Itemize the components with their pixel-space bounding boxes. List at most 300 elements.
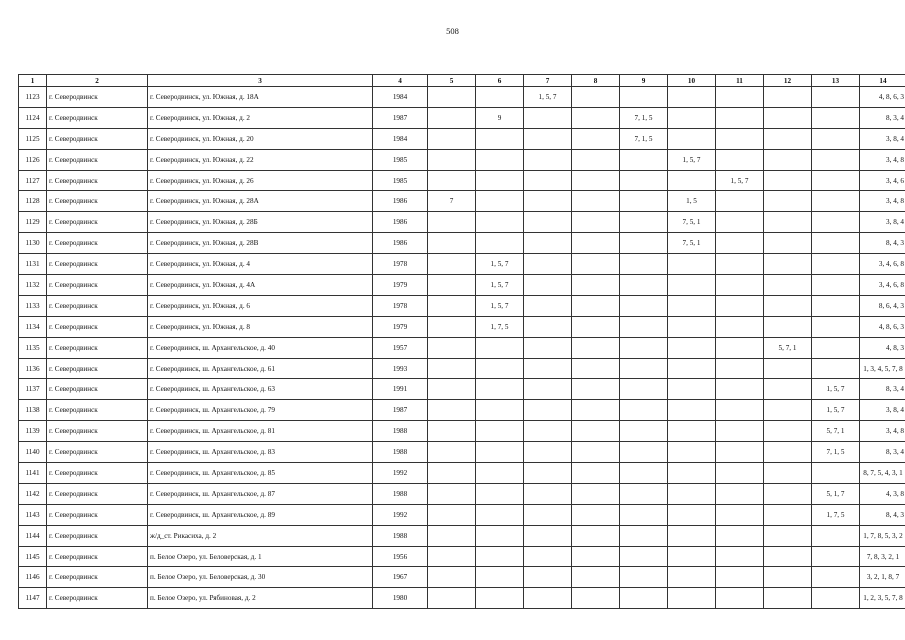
table-cell-col-14: 7, 8, 3, 2, 1 — [860, 546, 905, 567]
table-cell-col-7 — [524, 233, 572, 254]
table-cell-col-10 — [668, 504, 716, 525]
table-cell-col-12 — [764, 400, 812, 421]
table-cell-col-6 — [476, 379, 524, 400]
table-cell-col-3: г. Северодвинск, ул. Южная, д. 4А — [148, 275, 373, 296]
table-cell-col-8 — [572, 567, 620, 588]
table-cell-col-7 — [524, 463, 572, 484]
table-cell-col-9 — [620, 525, 668, 546]
table-cell-col-5 — [428, 442, 476, 463]
table-cell-col-10 — [668, 87, 716, 108]
table-cell-col-8 — [572, 254, 620, 275]
table-cell-col-5 — [428, 212, 476, 233]
table-cell-col-8 — [572, 379, 620, 400]
table-cell-col-11 — [716, 128, 764, 149]
table-cell-col-1: 1124 — [19, 107, 47, 128]
table-cell-col-7 — [524, 358, 572, 379]
table-cell-col-9 — [620, 483, 668, 504]
table-cell-col-6 — [476, 567, 524, 588]
table-cell-col-9 — [620, 421, 668, 442]
table-cell-col-9 — [620, 442, 668, 463]
table-cell-col-12 — [764, 463, 812, 484]
table-row — [19, 233, 905, 254]
table-cell-col-12 — [764, 295, 812, 316]
table-row — [19, 400, 905, 421]
table-cell-col-4: 1967 — [373, 567, 428, 588]
table-cell-col-1: 1137 — [19, 379, 47, 400]
table-cell-col-3: г. Северодвинск, ул. Южная, д. 2 — [148, 107, 373, 128]
table-cell-col-12 — [764, 170, 812, 191]
table-cell-col-4: 1992 — [373, 504, 428, 525]
table-cell-col-6: 1, 5, 7 — [476, 295, 524, 316]
table-cell-col-4: 1985 — [373, 149, 428, 170]
table-cell-col-7 — [524, 567, 572, 588]
table-cell-col-13: 5, 7, 1 — [812, 421, 860, 442]
table-cell-col-8 — [572, 87, 620, 108]
table-cell-col-11 — [716, 463, 764, 484]
table-cell-col-1: 1140 — [19, 442, 47, 463]
table-cell-col-14: 3, 4, 6, 8 — [860, 254, 905, 275]
table-body — [19, 87, 905, 609]
table-cell-col-10 — [668, 170, 716, 191]
column-header-4: 4 — [373, 75, 428, 87]
table-cell-col-1: 1126 — [19, 149, 47, 170]
table-cell-col-6 — [476, 191, 524, 212]
table-cell-col-1: 1125 — [19, 128, 47, 149]
table-cell-col-1: 1146 — [19, 567, 47, 588]
table-cell-col-4: 1979 — [373, 316, 428, 337]
table-cell-col-12 — [764, 525, 812, 546]
table-cell-col-5 — [428, 170, 476, 191]
table-cell-col-7 — [524, 316, 572, 337]
table-cell-col-5 — [428, 358, 476, 379]
column-header-13: 13 — [812, 75, 860, 87]
table-cell-col-8 — [572, 483, 620, 504]
table-cell-col-14: 8, 3, 4 — [860, 379, 905, 400]
table-cell-col-14: 8, 6, 4, 3 — [860, 295, 905, 316]
table-cell-col-9 — [620, 588, 668, 609]
table-cell-col-9 — [620, 149, 668, 170]
table-cell-col-2: г. Северодвинск — [47, 400, 148, 421]
table-cell-col-7 — [524, 107, 572, 128]
column-header-7: 7 — [524, 75, 572, 87]
table-row — [19, 567, 905, 588]
column-header-14: 14 — [860, 75, 905, 87]
table-cell-col-7 — [524, 191, 572, 212]
table-cell-col-8 — [572, 358, 620, 379]
table-cell-col-4: 1993 — [373, 358, 428, 379]
table-cell-col-11 — [716, 358, 764, 379]
table-cell-col-6 — [476, 337, 524, 358]
table-cell-col-7 — [524, 149, 572, 170]
table-cell-col-7 — [524, 295, 572, 316]
table-cell-col-14: 8, 3, 4 — [860, 442, 905, 463]
table-cell-col-10: 1, 5, 7 — [668, 149, 716, 170]
table-cell-col-7 — [524, 421, 572, 442]
table-cell-col-1: 1139 — [19, 421, 47, 442]
table-cell-col-11 — [716, 107, 764, 128]
table-cell-col-2: г. Северодвинск — [47, 170, 148, 191]
table-cell-col-12 — [764, 87, 812, 108]
table-cell-col-13 — [812, 128, 860, 149]
table-row — [19, 128, 905, 149]
table-cell-col-10 — [668, 546, 716, 567]
table-cell-col-12 — [764, 149, 812, 170]
table-cell-col-5 — [428, 421, 476, 442]
table-cell-col-6 — [476, 483, 524, 504]
table-cell-col-3: г. Северодвинск, ш. Архангельское, д. 63 — [148, 379, 373, 400]
table-cell-col-8 — [572, 107, 620, 128]
table-cell-col-1: 1138 — [19, 400, 47, 421]
table-cell-col-9 — [620, 546, 668, 567]
table-cell-col-11 — [716, 149, 764, 170]
table-cell-col-8 — [572, 149, 620, 170]
table-cell-col-9 — [620, 254, 668, 275]
table-row — [19, 295, 905, 316]
table-cell-col-4: 1984 — [373, 87, 428, 108]
table-cell-col-13 — [812, 588, 860, 609]
table-cell-col-9: 7, 1, 5 — [620, 128, 668, 149]
table-cell-col-9 — [620, 275, 668, 296]
table-cell-col-14: 1, 3, 4, 5, 7, 8 — [860, 358, 905, 379]
table-cell-col-12 — [764, 275, 812, 296]
table-cell-col-14: 4, 3, 8 — [860, 483, 905, 504]
table-cell-col-7 — [524, 504, 572, 525]
table-cell-col-2: г. Северодвинск — [47, 275, 148, 296]
table-cell-col-7 — [524, 128, 572, 149]
table-cell-col-10 — [668, 379, 716, 400]
table-cell-col-3: г. Северодвинск, ш. Архангельское, д. 89 — [148, 504, 373, 525]
table-cell-col-13: 1, 7, 5 — [812, 504, 860, 525]
table-cell-col-9 — [620, 358, 668, 379]
table-cell-col-8 — [572, 295, 620, 316]
table-cell-col-7 — [524, 400, 572, 421]
table-cell-col-9: 7, 1, 5 — [620, 107, 668, 128]
table-cell-col-8 — [572, 588, 620, 609]
table-cell-col-1: 1134 — [19, 316, 47, 337]
column-header-5: 5 — [428, 75, 476, 87]
table-cell-col-11 — [716, 275, 764, 296]
table-cell-col-4: 1986 — [373, 191, 428, 212]
table-cell-col-10: 7, 5, 1 — [668, 212, 716, 233]
table-cell-col-12 — [764, 212, 812, 233]
table-cell-col-1: 1132 — [19, 275, 47, 296]
table-cell-col-8 — [572, 316, 620, 337]
table-cell-col-5 — [428, 588, 476, 609]
table-cell-col-2: г. Северодвинск — [47, 442, 148, 463]
table-cell-col-3: г. Северодвинск, ул. Южная, д. 18А — [148, 87, 373, 108]
table-cell-col-9 — [620, 379, 668, 400]
table-cell-col-11 — [716, 295, 764, 316]
table-cell-col-4: 1956 — [373, 546, 428, 567]
column-header-6: 6 — [476, 75, 524, 87]
table-cell-col-10 — [668, 316, 716, 337]
table-cell-col-4: 1987 — [373, 400, 428, 421]
table-cell-col-11 — [716, 588, 764, 609]
table-cell-col-9 — [620, 400, 668, 421]
table-cell-col-8 — [572, 212, 620, 233]
table-cell-col-4: 1988 — [373, 525, 428, 546]
table-cell-col-3: г. Северодвинск, ш. Архангельское, д. 85 — [148, 463, 373, 484]
table-cell-col-2: г. Северодвинск — [47, 546, 148, 567]
table-cell-col-11 — [716, 421, 764, 442]
table-cell-col-14: 3, 8, 4 — [860, 400, 905, 421]
table-cell-col-6: 9 — [476, 107, 524, 128]
table-cell-col-9 — [620, 233, 668, 254]
table-cell-col-10 — [668, 421, 716, 442]
table-cell-col-3: г. Северодвинск, ул. Южная, д. 6 — [148, 295, 373, 316]
table-cell-col-6 — [476, 525, 524, 546]
table-cell-col-2: г. Северодвинск — [47, 525, 148, 546]
table-cell-col-12 — [764, 128, 812, 149]
table-cell-col-1: 1143 — [19, 504, 47, 525]
table-cell-col-12: 5, 7, 1 — [764, 337, 812, 358]
table-cell-col-9 — [620, 567, 668, 588]
table-cell-col-10 — [668, 358, 716, 379]
table-cell-col-13: 1, 5, 7 — [812, 379, 860, 400]
table-cell-col-2: г. Северодвинск — [47, 379, 148, 400]
table-cell-col-5 — [428, 149, 476, 170]
table-cell-col-3: г. Северодвинск, ш. Архангельское, д. 79 — [148, 400, 373, 421]
table-cell-col-2: г. Северодвинск — [47, 421, 148, 442]
table-cell-col-6: 1, 5, 7 — [476, 275, 524, 296]
column-header-12: 12 — [764, 75, 812, 87]
table-cell-col-6: 1, 7, 5 — [476, 316, 524, 337]
table-cell-col-10 — [668, 483, 716, 504]
table-cell-col-9 — [620, 463, 668, 484]
table-cell-col-7 — [524, 212, 572, 233]
table-cell-col-3: п. Белое Озеро, ул. Рябиновая, д. 2 — [148, 588, 373, 609]
table-cell-col-5 — [428, 379, 476, 400]
table-row — [19, 525, 905, 546]
table-cell-col-5 — [428, 337, 476, 358]
table-cell-col-9 — [620, 504, 668, 525]
table-cell-col-13 — [812, 358, 860, 379]
table-cell-col-8 — [572, 400, 620, 421]
table-cell-col-6 — [476, 588, 524, 609]
table-cell-col-5 — [428, 87, 476, 108]
table-cell-col-3: г. Северодвинск, ул. Южная, д. 28Б — [148, 212, 373, 233]
table-cell-col-11 — [716, 254, 764, 275]
table-cell-col-3: г. Северодвинск, ул. Южная, д. 22 — [148, 149, 373, 170]
table-cell-col-14: 4, 8, 3 — [860, 337, 905, 358]
table-cell-col-11 — [716, 379, 764, 400]
column-header-3: 3 — [148, 75, 373, 87]
table-cell-col-5 — [428, 525, 476, 546]
table-cell-col-8 — [572, 463, 620, 484]
table-cell-col-4: 1979 — [373, 275, 428, 296]
table-cell-col-6 — [476, 442, 524, 463]
table-cell-col-7 — [524, 170, 572, 191]
table-row — [19, 546, 905, 567]
table-cell-col-12 — [764, 233, 812, 254]
table-cell-col-10 — [668, 400, 716, 421]
table-cell-col-8 — [572, 337, 620, 358]
table-cell-col-3: г. Северодвинск, ул. Южная, д. 4 — [148, 254, 373, 275]
table-cell-col-14: 1, 2, 3, 5, 7, 8 — [860, 588, 905, 609]
table-cell-col-10 — [668, 128, 716, 149]
table-cell-col-11 — [716, 400, 764, 421]
table-row — [19, 421, 905, 442]
table-row — [19, 442, 905, 463]
table-cell-col-13 — [812, 191, 860, 212]
table-row — [19, 358, 905, 379]
table-cell-col-13 — [812, 87, 860, 108]
table-cell-col-4: 1985 — [373, 170, 428, 191]
table-cell-col-1: 1130 — [19, 233, 47, 254]
table-cell-col-7 — [524, 254, 572, 275]
table-cell-col-6: 1, 5, 7 — [476, 254, 524, 275]
table-cell-col-5 — [428, 546, 476, 567]
table-cell-col-10 — [668, 337, 716, 358]
table-cell-col-7 — [524, 379, 572, 400]
table-cell-col-1: 1131 — [19, 254, 47, 275]
table-cell-col-10 — [668, 295, 716, 316]
table-cell-col-13 — [812, 525, 860, 546]
table-row — [19, 275, 905, 296]
table-cell-col-11 — [716, 483, 764, 504]
table-cell-col-13 — [812, 275, 860, 296]
table-cell-col-9 — [620, 87, 668, 108]
table-cell-col-4: 1980 — [373, 588, 428, 609]
table-cell-col-1: 1144 — [19, 525, 47, 546]
table-cell-col-1: 1147 — [19, 588, 47, 609]
table-cell-col-3: г. Северодвинск, ул. Южная, д. 28А — [148, 191, 373, 212]
table-cell-col-2: г. Северодвинск — [47, 254, 148, 275]
table-cell-col-4: 1992 — [373, 463, 428, 484]
column-header-1: 1 — [19, 75, 47, 87]
table-cell-col-5 — [428, 483, 476, 504]
table-row — [19, 107, 905, 128]
table-cell-col-9 — [620, 316, 668, 337]
table-cell-col-4: 1986 — [373, 233, 428, 254]
table-cell-col-1: 1129 — [19, 212, 47, 233]
table-cell-col-3: г. Северодвинск, ш. Архангельское, д. 83 — [148, 442, 373, 463]
table-cell-col-3: г. Северодвинск, ш. Архангельское, д. 40 — [148, 337, 373, 358]
table-cell-col-1: 1128 — [19, 191, 47, 212]
table-cell-col-7 — [524, 483, 572, 504]
table-cell-col-13: 1, 5, 7 — [812, 400, 860, 421]
table-cell-col-11 — [716, 316, 764, 337]
table-cell-col-9 — [620, 295, 668, 316]
table-cell-col-10 — [668, 588, 716, 609]
table-cell-col-11 — [716, 212, 764, 233]
table-cell-col-10 — [668, 567, 716, 588]
table-cell-col-1: 1141 — [19, 463, 47, 484]
table-cell-col-7 — [524, 442, 572, 463]
table-cell-col-3: г. Северодвинск, ул. Южная, д. 8 — [148, 316, 373, 337]
table-cell-col-1: 1145 — [19, 546, 47, 567]
table-cell-col-14: 8, 4, 3 — [860, 233, 905, 254]
table-row — [19, 191, 905, 212]
table-cell-col-6 — [476, 463, 524, 484]
table-cell-col-6 — [476, 87, 524, 108]
page-number: 508 — [446, 26, 459, 36]
table-cell-col-6 — [476, 212, 524, 233]
table-cell-col-3: г. Северодвинск, ш. Архангельское, д. 87 — [148, 483, 373, 504]
table-cell-col-11 — [716, 87, 764, 108]
table-cell-col-13 — [812, 567, 860, 588]
table-row — [19, 212, 905, 233]
table-cell-col-14: 1, 7, 8, 5, 3, 2 — [860, 525, 905, 546]
table-cell-col-14: 3, 4, 8 — [860, 149, 905, 170]
table-cell-col-2: г. Северодвинск — [47, 567, 148, 588]
table-cell-col-5 — [428, 316, 476, 337]
table-cell-col-6 — [476, 400, 524, 421]
column-header-9: 9 — [620, 75, 668, 87]
table-cell-col-4: 1984 — [373, 128, 428, 149]
table-cell-col-8 — [572, 191, 620, 212]
table-cell-col-12 — [764, 254, 812, 275]
table-cell-col-5 — [428, 254, 476, 275]
table-cell-col-12 — [764, 588, 812, 609]
table-cell-col-4: 1978 — [373, 254, 428, 275]
table-cell-col-7: 1, 5, 7 — [524, 87, 572, 108]
table-cell-col-12 — [764, 316, 812, 337]
table-cell-col-5: 7 — [428, 191, 476, 212]
table-cell-col-13: 5, 1, 7 — [812, 483, 860, 504]
table-cell-col-5 — [428, 107, 476, 128]
table-cell-col-3: г. Северодвинск, ул. Южная, д. 26 — [148, 170, 373, 191]
table-cell-col-14: 4, 8, 6, 3 — [860, 316, 905, 337]
table-cell-col-1: 1136 — [19, 358, 47, 379]
table-cell-col-8 — [572, 170, 620, 191]
table-cell-col-3: г. Северодвинск, ш. Архангельское, д. 61 — [148, 358, 373, 379]
table-cell-col-8 — [572, 275, 620, 296]
table-cell-col-6 — [476, 149, 524, 170]
table-cell-col-11 — [716, 504, 764, 525]
table-row — [19, 337, 905, 358]
table-cell-col-13 — [812, 316, 860, 337]
table-cell-col-2: г. Северодвинск — [47, 149, 148, 170]
table-cell-col-5 — [428, 295, 476, 316]
table-cell-col-14: 8, 4, 3 — [860, 504, 905, 525]
table-cell-col-2: г. Северодвинск — [47, 504, 148, 525]
table-cell-col-13 — [812, 233, 860, 254]
table-cell-col-2: г. Северодвинск — [47, 316, 148, 337]
table-cell-col-2: г. Северодвинск — [47, 295, 148, 316]
table-row — [19, 87, 905, 108]
table-row — [19, 149, 905, 170]
table-cell-col-4: 1988 — [373, 421, 428, 442]
table-cell-col-9 — [620, 191, 668, 212]
table-cell-col-14: 8, 3, 4 — [860, 107, 905, 128]
table-cell-col-14: 3, 4, 8 — [860, 191, 905, 212]
table-cell-col-13 — [812, 546, 860, 567]
table-cell-col-6 — [476, 546, 524, 567]
table-cell-col-13 — [812, 212, 860, 233]
table-cell-col-4: 1988 — [373, 483, 428, 504]
table-cell-col-3: г. Северодвинск, ул. Южная, д. 20 — [148, 128, 373, 149]
table-cell-col-11 — [716, 337, 764, 358]
table-cell-col-8 — [572, 128, 620, 149]
table-cell-col-4: 1991 — [373, 379, 428, 400]
table-cell-col-10: 7, 5, 1 — [668, 233, 716, 254]
table-cell-col-5 — [428, 233, 476, 254]
table-cell-col-10 — [668, 442, 716, 463]
table-cell-col-9 — [620, 170, 668, 191]
table-cell-col-3: ж/д_ст. Рикасиха, д. 2 — [148, 525, 373, 546]
table-row — [19, 254, 905, 275]
table-cell-col-10 — [668, 275, 716, 296]
table-cell-col-11 — [716, 525, 764, 546]
table-cell-col-7 — [524, 337, 572, 358]
header-row — [19, 75, 905, 87]
table-row — [19, 588, 905, 609]
table-cell-col-1: 1123 — [19, 87, 47, 108]
table-cell-col-11: 1, 5, 7 — [716, 170, 764, 191]
table-cell-col-2: г. Северодвинск — [47, 358, 148, 379]
table-cell-col-1: 1142 — [19, 483, 47, 504]
